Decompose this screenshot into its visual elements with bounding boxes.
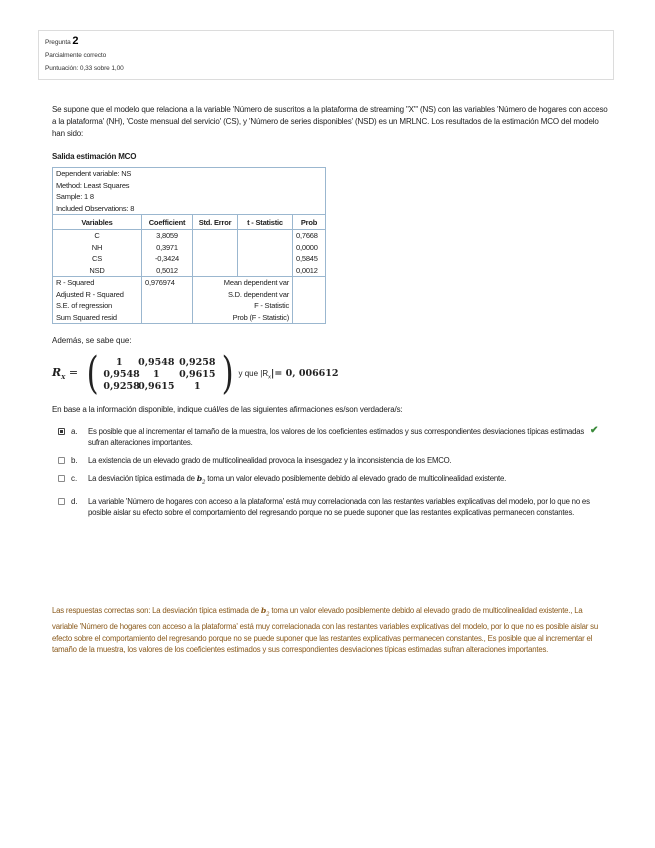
right-paren: ): [221, 348, 234, 399]
question-number: Pregunta 2: [45, 35, 79, 47]
header-std-error: Std. Error: [193, 215, 238, 230]
stats-row: S.E. of regression F - Statistic: [53, 300, 326, 312]
matrix-cell: 1: [153, 368, 160, 380]
table-row: CS -0,3424 0,5845: [53, 253, 326, 265]
header-coefficient: Coefficient: [142, 215, 193, 230]
question-score: Puntuación: 0,33 sobre 1,00: [45, 65, 124, 72]
option-d[interactable]: [52, 496, 612, 518]
left-paren: (: [86, 348, 99, 399]
table-row: NSD 0,5012 0,0012: [53, 265, 326, 277]
header-t-statistic: t - Statistic: [238, 215, 293, 230]
question-info-box: [38, 30, 614, 80]
option-letter: a.: [71, 427, 78, 436]
option-c[interactable]: [52, 473, 612, 489]
matrix-cell: 0,9615: [138, 380, 175, 392]
stats-row: Adjusted R - Squared S.D. dependent var: [53, 289, 326, 301]
answer-options: [52, 426, 612, 518]
table-row: NH 0,3971 0,0000: [53, 242, 326, 254]
question-content: [52, 104, 612, 525]
matrix-cell: 0,9548: [138, 356, 175, 368]
table-row: C 3,8059 0,7668: [53, 230, 326, 242]
matrix-cells: [103, 357, 217, 392]
matrix-cell: 0,9258: [103, 380, 140, 392]
checkbox-c[interactable]: [58, 475, 65, 482]
option-b[interactable]: [52, 455, 612, 466]
checkbox-b[interactable]: [58, 457, 65, 464]
option-text: La desviación típica estimada de $b_2$ toma un valor elevado posiblemente debido al elevado grado de multicolinealidad existente.: [88, 474, 507, 486]
mco-info-line: Method: Least Squares: [56, 180, 130, 190]
option-a[interactable]: [52, 426, 612, 448]
matrix-cell: 1: [194, 380, 201, 392]
check-icon: ✔: [590, 425, 599, 436]
option-letter: d.: [71, 496, 78, 506]
matrix-cell: 0,9615: [179, 368, 216, 380]
correct-answers-feedback: Las respuestas correctas son: La desviación típica estimada de $b_2$ toma un valor elevado posiblemente debido al elevado grado de multicolinealidad existente., La variable 'Número de hogares con acceso a la plataforma' está muy correlacionada con las restantes variables explicativas del modelo, por lo que no es posible aislar su efecto sobre el comportamiento del regresando porque no se puede suponer que las restantes explicativas permanecen constantes., Es posible que al incrementar el tamaño de la muestra, los valores de los coeficientes estimados y sus correspondientes desviaciones típicas estimadas sufran alteraciones importantes.: [52, 606, 598, 655]
matrix-cell: 1: [116, 356, 123, 368]
matrix-cell: 0,9548: [103, 368, 140, 380]
checkbox-d[interactable]: [58, 498, 65, 505]
header-prob: Prob: [293, 215, 326, 230]
mco-info-line: Included Observations: 8: [56, 203, 135, 213]
matrix-cell: 0,9258: [179, 356, 216, 368]
stats-row: Sum Squared resid Prob (F - Statistic): [53, 312, 326, 324]
question-prompt: En base a la información disponible, indique cuál/es de las siguientes afirmaciones es/son verdadera/s:: [52, 405, 403, 414]
question-status: Parcialmente correcto: [45, 52, 107, 59]
matrix-label: $R_X$ =: [52, 366, 79, 382]
also-text: Además, se sabe que:: [52, 336, 132, 345]
checkbox-a[interactable]: [58, 428, 65, 435]
mco-output-table: [52, 167, 326, 324]
option-text: Es posible que al incrementar el tamaño de la muestra, los valores de los coeficientes estimados y sus correspondientes desviaciones típicas estimadas sufran alteraciones importantes.: [88, 427, 585, 447]
mco-info-line: Sample: 1 8: [56, 192, 94, 202]
header-variables: Variables: [53, 215, 142, 230]
option-text: La variable 'Número de hogares con acceso a la plataforma' está muy correlacionada con las restantes variables explicativas del modelo, por lo que no es posible aislar su efecto sobre el comportamiento del regresando porque no se puede suponer que las restantes explicativas permanecen constantes.: [88, 496, 590, 517]
question-intro: Se supone que el modelo que relaciona a la variable 'Número de suscritos a la plataforma de streaming "X"' (NS) con las variables 'Número de hogares con acceso a la plataforma' (NH), 'Coste mensual del servicio' (CS), y 'Número de series disponibles' (NSD) es un MRLNC. Los resultados de la estimación MCO del modelo han sido:: [52, 105, 608, 138]
option-letter: b.: [71, 456, 78, 465]
option-text: La existencia de un elevado grado de multicolinealidad provoca la insesgadez y la inconsistencia de los EMCO.: [88, 456, 452, 465]
determinant-text: y que $|R_x|= 0$, 006612: [238, 367, 339, 381]
correlation-matrix: [52, 349, 612, 399]
option-letter: c.: [71, 474, 78, 483]
section-title: Salida estimación MCO: [52, 152, 137, 161]
stats-row: R - Squared 0,976974 Mean dependent var: [53, 277, 326, 289]
mco-info-line: Dependent variable: NS: [56, 169, 132, 179]
